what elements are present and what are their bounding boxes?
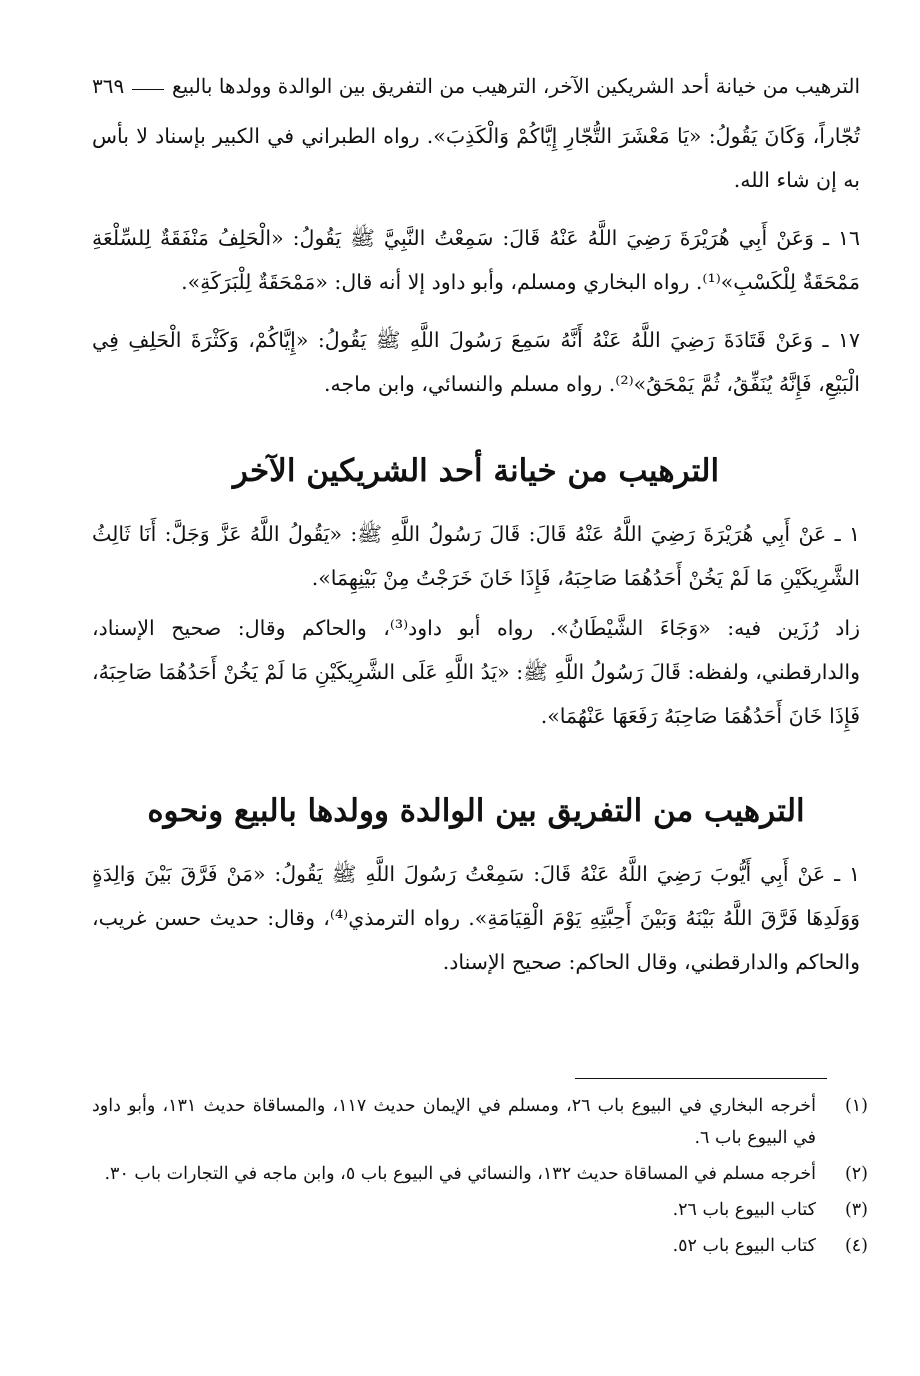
section-heading-partner-betrayal: الترهيب من خيانة أحد الشريكين الآخر [232, 453, 720, 489]
paragraph-continuation: تُجّاراً، وَكَانَ يَقُولُ: «يَا مَعْشَرَ التُّجّارِ إِيَّاكُمْ وَالْكَذِبَ». رواه الطبراني في الكبير بإسناد لا بأس به إن شاء الله. [92, 124, 860, 192]
footnote-item [92, 1090, 868, 1154]
footnotes [92, 1090, 868, 1266]
header-rule [132, 89, 164, 90]
section2-hadith-1: ١ ـ عَنْ أَبِي أَيُّوبَ رَضِيَ اللَّهُ عَنْهُ قَالَ: سَمِعْتُ رَسُولَ اللَّهِ ﷺ يَقُولُ: «مَنْ فَرَّقَ بَيْنَ وَالِدَةٍ وَوَلَدِهَا فَرَّقَ اللَّهُ بَيْنَهُ وَبَيْنَ أَحِبَّتِهِ يَوْمَ الْقِيَامَةِ». رواه الترمذي⁽⁴⁾، وقال: حديث حسن غريب، والحاكم والدارقطني، وقال الحاكم: صحيح الإسناد. [92, 862, 860, 974]
footnote-item [92, 1230, 868, 1262]
footnote-number: (٢) [844, 1164, 868, 1184]
footnote-number: (١) [844, 1096, 868, 1116]
hadith-17: ١٧ ـ وَعَنْ قَتَادَةَ رَضِيَ اللَّهُ عَنْهُ أَنَّهُ سَمِعَ رَسُولَ اللَّهِ ﷺ يَقُولُ: «إِيَّاكُمْ، وَكَثْرَةَ الْحَلِفِ فِي الْبَيْعِ، فَإِنَّهُ يُنَفِّقُ، ثُمَّ يَمْحَقُ»⁽²⁾. رواه مسلم والنسائي، وابن ماجه. [92, 328, 860, 396]
footnote-text: كتاب البيوع باب ٢٦. [672, 1200, 816, 1220]
footnote-text: كتاب البيوع باب ٥٢. [672, 1236, 816, 1256]
footnote-item [92, 1194, 868, 1226]
section-heading-separating-mother-child: الترهيب من التفريق بين الوالدة وولدها بالبيع ونحوه [147, 793, 805, 829]
section1-addition: زاد رُزَين فيه: «وَجَاءَ الشَّيْطَانُ». رواه أبو داود⁽³⁾، والحاكم وقال: صحيح الإسناد، والدارقطني، ولفظه: قَالَ رَسُولُ اللَّهِ ﷺ: «يَدُ اللَّهِ عَلَى الشَّرِيكَيْنِ مَا لَمْ يَخُنْ أَحَدُهُمَا صَاحِبَهُ، فَإِذَا خَانَ أَحَدُهُمَا صَاحِبَهُ رَفَعَهَا عَنْهُمَا». [92, 616, 860, 728]
footnote-item [92, 1158, 868, 1190]
header-title: الترهيب من خيانة أحد الشريكين الآخر، الترهيب من التفريق بين الوالدة وولدها بالبيع [172, 74, 860, 98]
section1-hadith-1: ١ ـ عَنْ أَبِي هُرَيْرَةَ رَضِيَ اللَّهُ عَنْهُ قَالَ: قَالَ رَسُولُ اللَّهِ ﷺ: «يَقُولُ اللَّهُ عَزَّ وَجَلَّ: أَنَا ثَالِثُ الشَّرِيكَيْنِ مَا لَمْ يَخُنْ أَحَدُهُمَا صَاحِبَهُ، فَإِذَا خَانَ خَرَجْتُ مِنْ بَيْنِهِمَا». [92, 522, 860, 590]
footnote-separator [575, 1078, 827, 1079]
footnote-text: أخرجه مسلم في المساقاة حديث ١٣٢، والنسائي في البيوع باب ٥، وابن ماجه في التجارات باب ٣٠. [104, 1164, 816, 1184]
footnote-number: (٣) [844, 1200, 868, 1220]
footnote-number: (٤) [844, 1236, 868, 1256]
page-body [92, 114, 860, 998]
footnote-text: أخرجه البخاري في البيوع باب ٢٦، ومسلم في الإيمان حديث ١١٧، والمساقاة حديث ١٣١، وأبو داود في البيوع باب ٦. [92, 1096, 816, 1148]
running-header [92, 66, 860, 106]
hadith-16: ١٦ ـ وَعَنْ أَبِي هُرَيْرَةَ رَضِيَ اللَّهُ عَنْهُ قَالَ: سَمِعْتُ النَّبِيَّ ﷺ يَقُولُ: «الْحَلِفُ مَنْفَقَةٌ لِلسِّلْعَةِ مَمْحَقَةٌ لِلْكَسْبِ»⁽¹⁾. رواه البخاري ومسلم، وأبو داود إلا أنه قال: «مَمْحَقَةٌ لِلْبَرَكَةِ». [92, 226, 860, 294]
page-number: ٣٦٩ [92, 74, 125, 98]
